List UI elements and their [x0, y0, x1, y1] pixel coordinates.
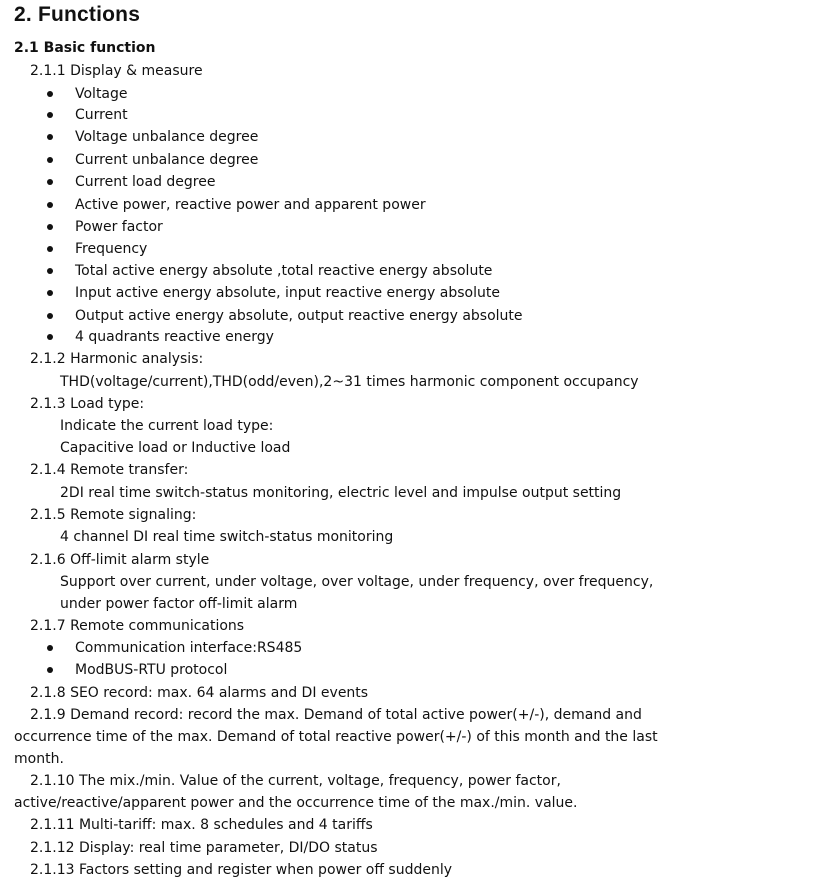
list-item: Communication interface:RS485 [75, 640, 303, 656]
subsection-body: Indicate the current load type: [60, 418, 274, 434]
subsection-title-2-1-5: 2.1.5 Remote signaling: [30, 507, 197, 523]
subsection-body: active/reactive/apparent power and the occurrence time of the max./min. value. [14, 795, 578, 811]
subsection-2-1-9: 2.1.9 Demand record: record the max. Demand of total active power(+/-), demand and [30, 707, 642, 723]
section-heading: 2.1 Basic function [14, 40, 156, 56]
list-item: Total active energy absolute ,total reactive energy absolute [75, 263, 493, 279]
subsection-title-2-1-7: 2.1.7 Remote communications [30, 618, 245, 634]
subsection-body: 2DI real time switch-status monitoring, electric level and impulse output setting [60, 485, 622, 501]
list-item: Current unbalance degree [75, 152, 259, 168]
list-item: Voltage unbalance degree [75, 129, 259, 145]
chapter-heading: 2. Functions [14, 3, 141, 26]
subsection-body: month. [14, 751, 64, 767]
list-item: Voltage [75, 86, 128, 102]
list-item: Power factor [75, 219, 163, 235]
subsection-body: occurrence time of the max. Demand of total reactive power(+/-) of this month and the last [14, 729, 658, 745]
subsection-2-1-11: 2.1.11 Multi-tariff: max. 8 schedules and 4 tariffs [30, 817, 373, 833]
subsection-body: THD(voltage/current),THD(odd/even),2~31 times harmonic component occupancy [60, 374, 639, 390]
subsection-title-2-1-6: 2.1.6 Off-limit alarm style [30, 552, 210, 568]
subsection-title-2-1-3: 2.1.3 Load type: [30, 396, 145, 412]
list-item: Input active energy absolute, input reactive energy absolute [75, 285, 500, 301]
list-item: Frequency [75, 241, 148, 257]
subsection-title-2-1-2: 2.1.2 Harmonic analysis: [30, 351, 204, 367]
subsection-2-1-8: 2.1.8 SEO record: max. 64 alarms and DI events [30, 685, 369, 701]
list-item: 4 quadrants reactive energy [75, 329, 274, 345]
subsection-title-2-1-4: 2.1.4 Remote transfer: [30, 462, 189, 478]
list-item: ModBUS-RTU protocol [75, 662, 228, 678]
list-item: Active power, reactive power and apparent power [75, 197, 426, 213]
subsection-2-1-13: 2.1.13 Factors setting and register when power off suddenly [30, 862, 453, 878]
list-item: Current [75, 107, 128, 123]
list-item: Current load degree [75, 174, 216, 190]
subsection-body: Support over current, under voltage, over voltage, under frequency, over frequency, [60, 574, 654, 590]
list-item: Output active energy absolute, output reactive energy absolute [75, 308, 523, 324]
subsection-body: 4 channel DI real time switch-status monitoring [60, 529, 394, 545]
subsection-2-1-12: 2.1.12 Display: real time parameter, DI/DO status [30, 840, 378, 856]
subsection-2-1-10: 2.1.10 The mix./min. Value of the current, voltage, frequency, power factor, [30, 773, 561, 789]
subsection-body: under power factor off-limit alarm [60, 596, 298, 612]
subsection-title-2-1-1: 2.1.1 Display & measure [30, 63, 203, 79]
subsection-body: Capacitive load or Inductive load [60, 440, 291, 456]
